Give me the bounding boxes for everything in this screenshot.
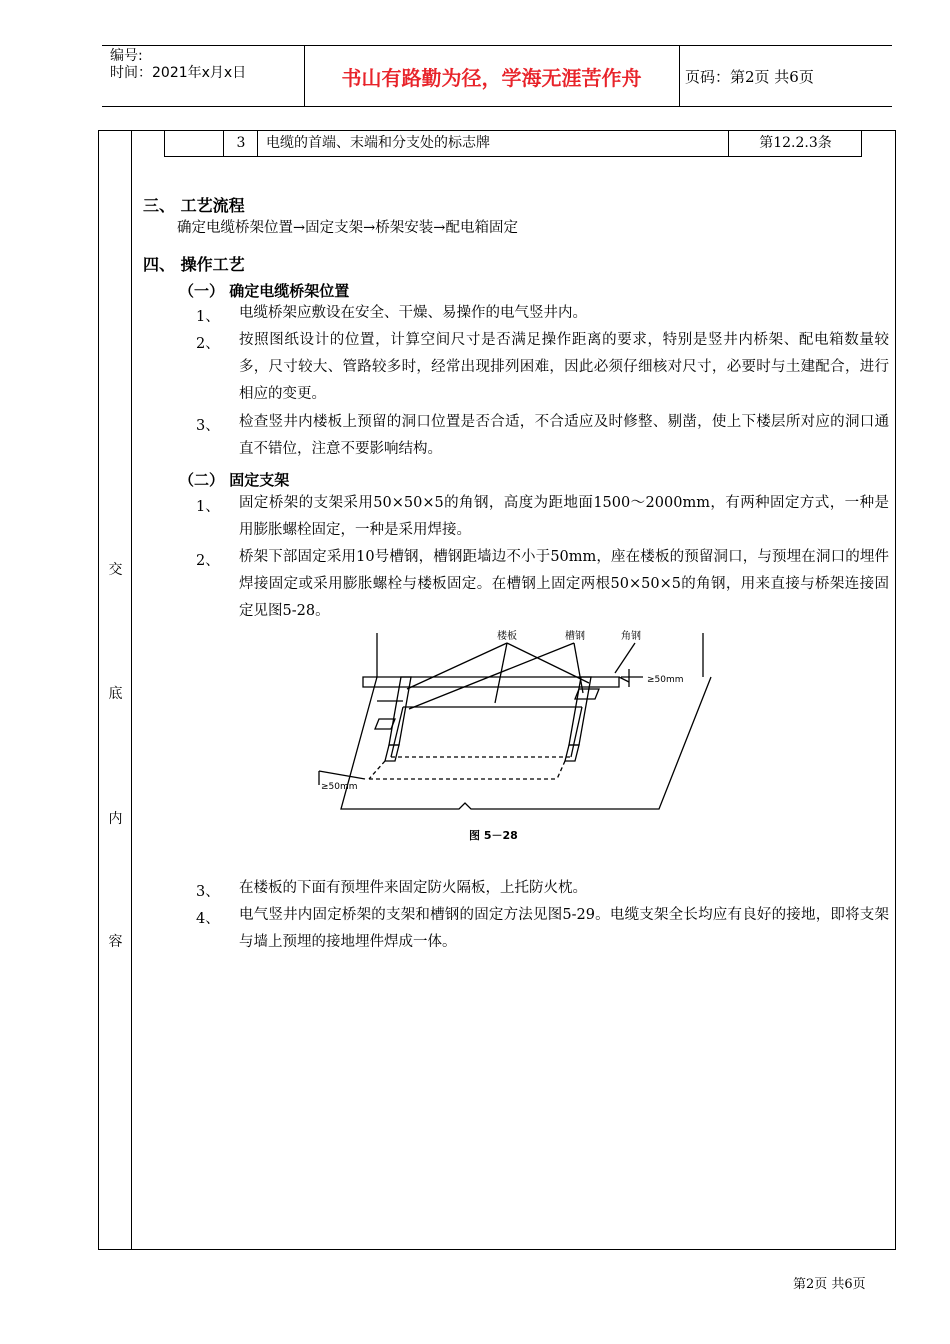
item-text: 固定桥架的支架采用50×50×5的角钢，高度为距地面1500～2000mm，有两种固定方式，一种是用膨胀螺栓固定，一种是采用焊接。 bbox=[239, 495, 889, 538]
dimension-left: ≥50mm bbox=[321, 782, 358, 792]
label-floor: 楼板 bbox=[497, 631, 517, 642]
row-content: 电缆的首端、末端和分支处的标志牌 bbox=[257, 131, 736, 156]
label-channel: 槽钢 bbox=[565, 631, 585, 642]
row-clause: 第12.2.3条 bbox=[728, 131, 862, 156]
subsection-heading: （二） 固定支架 bbox=[179, 471, 290, 489]
side-char: 交 bbox=[108, 562, 123, 578]
item-number: 1、 bbox=[196, 309, 220, 325]
item-number: 2、 bbox=[196, 553, 220, 569]
item-text: 按照图纸设计的位置，计算空间尺寸是否满足操作距离的要求，特别是竖井内桥架、配电箱数量较多，尺寸较大、管路较多时，经常出现排列困难，因此必须仔细核对尺寸，必要时与土建配合，进行相应的变更。 bbox=[239, 332, 889, 402]
process-flow: 确定电缆桥架位置→固定支架→桥架安装→配电箱固定 bbox=[177, 220, 518, 236]
page-footer: 第2页 共6页 bbox=[793, 1277, 866, 1292]
subsection-heading: （一） 确定电缆桥架位置 bbox=[179, 282, 350, 300]
row-index: 3 bbox=[223, 131, 258, 156]
content-frame bbox=[98, 130, 896, 1250]
item-text: 桥架下部固定采用10号槽钢，槽钢距墙边不小于50mm，座在楼板的预留洞口，与预埋在洞口的埋件焊接固定或采用膨胀螺栓与楼板固定。在槽钢上固定两根50×50×5的角钢，用来直接与桥架连接固定见图5-28。 bbox=[239, 549, 889, 619]
header-meta bbox=[110, 48, 246, 82]
item-number: 4、 bbox=[196, 911, 220, 927]
dimension-right: ≥50mm bbox=[647, 675, 684, 685]
item-text: 在楼板的下面有预埋件来固定防火隔板，上托防火枕。 bbox=[239, 880, 587, 896]
side-char: 容 bbox=[108, 934, 123, 950]
item-text: 电缆桥架应敷设在安全、干燥、易操作的电气竖井内。 bbox=[239, 305, 587, 321]
header-page-number: 页码：第2页 共6页 bbox=[685, 68, 814, 86]
section-heading: 三、 工艺流程 bbox=[143, 196, 245, 215]
item-number: 1、 bbox=[196, 499, 220, 515]
figure-caption: 图 5－28 bbox=[469, 829, 518, 842]
side-char: 内 bbox=[108, 811, 123, 827]
item-text: 电气竖井内固定桥架的支架和槽钢的固定方法见图5-29。电缆支架全长均应有良好的接地，即将支架与墙上预埋的接地埋件焊成一体。 bbox=[239, 907, 889, 950]
item-number: 2、 bbox=[196, 336, 220, 352]
time-label: 时间：2021年x月x日 bbox=[110, 65, 247, 81]
item-number: 3、 bbox=[196, 418, 220, 434]
code-label: 编号: bbox=[110, 48, 143, 64]
table-row bbox=[164, 130, 862, 157]
header-slogan: 书山有路勤为径，学海无涯苦作舟 bbox=[341, 65, 642, 90]
page-header bbox=[102, 45, 892, 107]
side-char: 底 bbox=[108, 686, 123, 702]
label-angle: 角钢 bbox=[621, 631, 641, 642]
section-heading: 四、 操作工艺 bbox=[143, 255, 245, 274]
item-number: 3、 bbox=[196, 884, 220, 900]
item-text: 检查竖井内楼板上预留的洞口位置是否合适，不合适应及时修整、剔凿，使上下楼层所对应的洞口通直不错位，注意不要影响结构。 bbox=[239, 414, 889, 457]
side-column bbox=[99, 131, 132, 1249]
header-divider bbox=[679, 46, 680, 106]
figure-5-28 bbox=[299, 621, 724, 851]
